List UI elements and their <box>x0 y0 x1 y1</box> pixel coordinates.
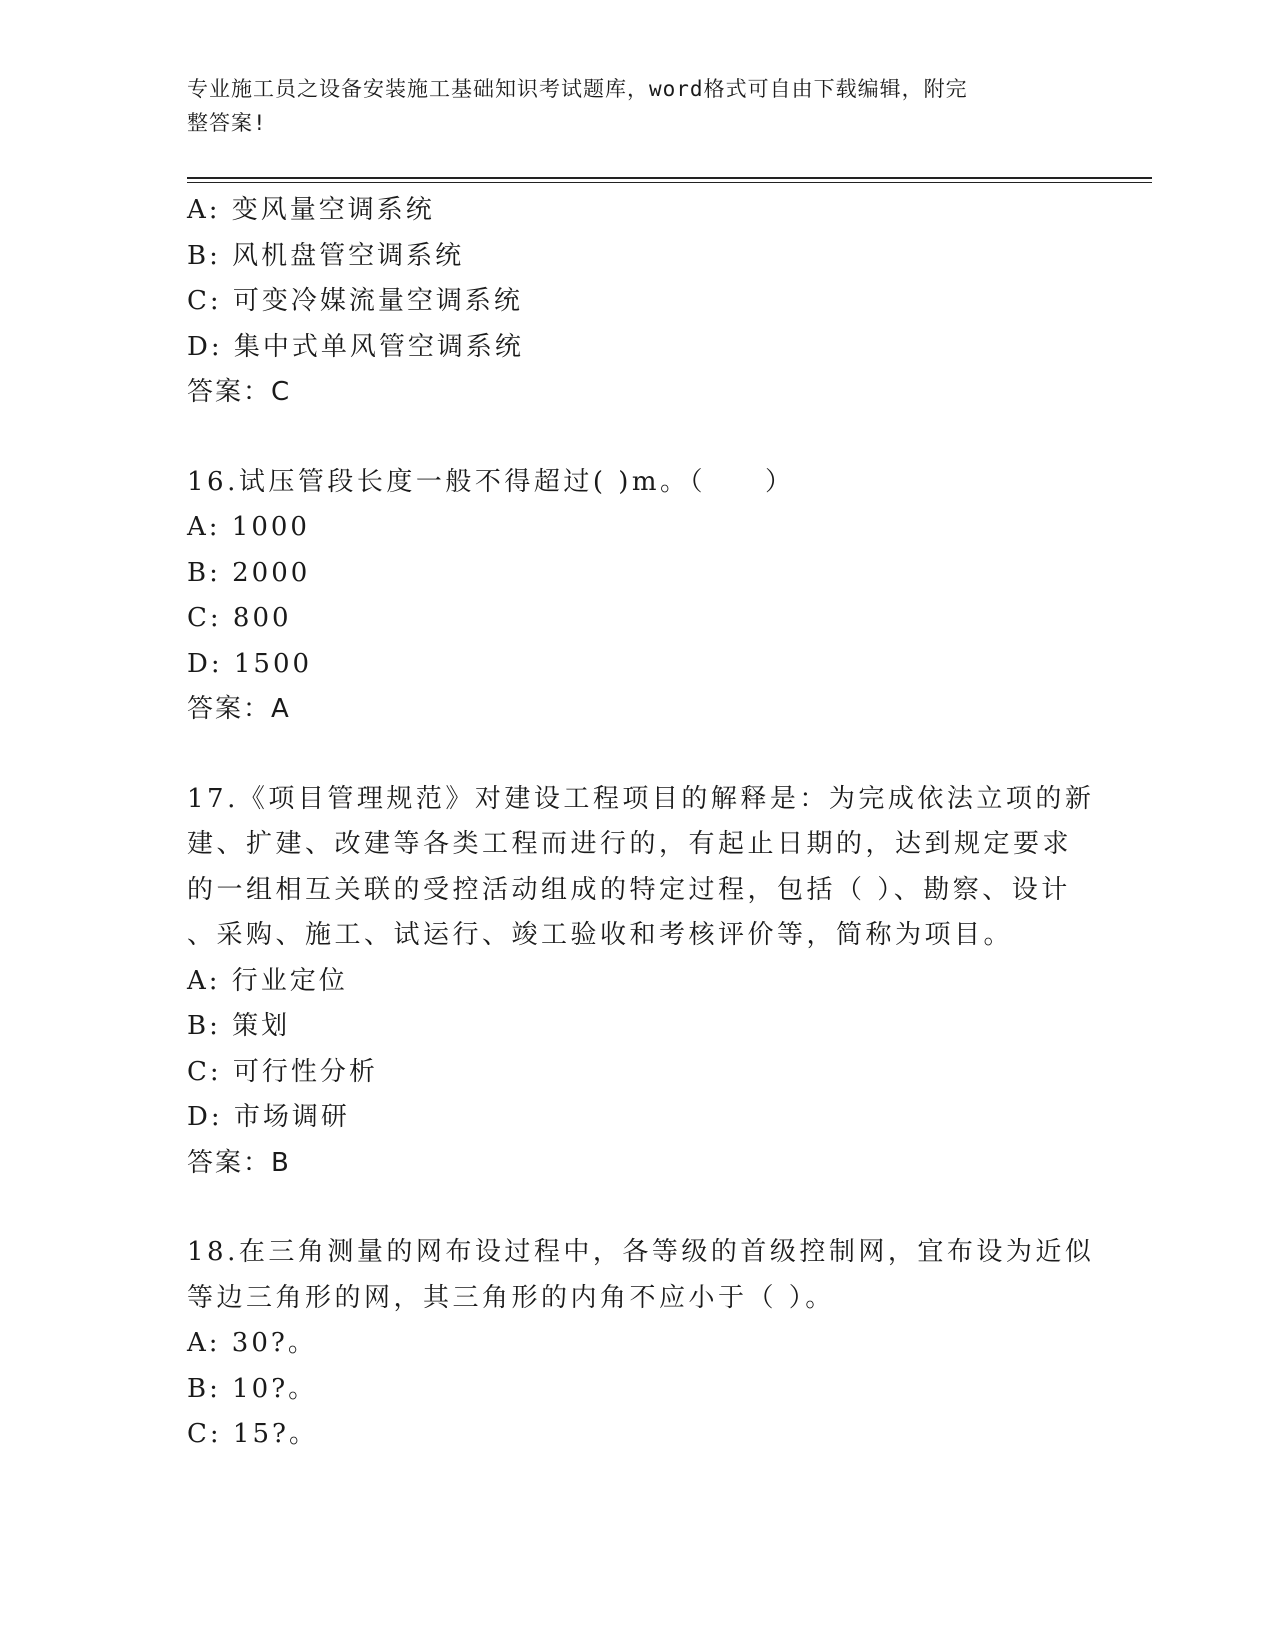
option-c: C: 可变冷媒流量空调系统 <box>187 286 523 316</box>
answer-line: 答案：C <box>187 377 292 407</box>
option-b: B: 2000 <box>187 557 311 588</box>
option-a: A: 30?。 <box>187 1328 317 1358</box>
answer-line: 答案：A <box>187 694 291 724</box>
option-d: D: 市场调研 <box>187 1102 350 1132</box>
question-stem: 16.试压管段长度一般不得超过( )m。（ ） <box>187 466 795 497</box>
option-c: C: 800 <box>187 603 292 633</box>
question-gap <box>187 1186 1067 1230</box>
header-line-1: 专业施工员之设备安装施工基础知识考试题库，word格式可自由下载编辑，附完 <box>187 77 968 101</box>
question-18 <box>187 1230 1095 1458</box>
option-a: A: 行业定位 <box>187 965 348 996</box>
header-rule-thick <box>187 177 1152 179</box>
option-a: A: 1000 <box>187 512 310 542</box>
option-b: B: 10?。 <box>187 1373 318 1404</box>
option-d: D: 1500 <box>187 648 313 679</box>
question-16 <box>187 460 1067 733</box>
option-a: A: 变风量空调系统 <box>187 195 435 225</box>
option-c: C: 15?。 <box>187 1419 318 1449</box>
answer-line: 答案：B <box>187 1147 291 1178</box>
header-rule-thin <box>187 182 1152 183</box>
option-b: B: 风机盘管空调系统 <box>187 240 465 271</box>
question-stem-line-4: 、采购、施工、试运行、竣工验收和考核评价等，简称为项目。 <box>187 920 1014 950</box>
question-list <box>187 188 1095 1458</box>
question-gap <box>187 416 1067 460</box>
question-stem-line-2: 等边三角形的网，其三角形的内角不应小于（ ）。 <box>187 1282 835 1313</box>
question-stem-line-1: 17.《项目管理规范》对建设工程项目的解释是：为完成依法立项的新 <box>187 783 1095 814</box>
question-15 <box>187 188 1067 416</box>
question-stem-line-2: 建、扩建、改建等各类工程而进行的，有起止日期的，达到规定要求 <box>187 829 1073 859</box>
question-stem-line-3: 的一组相互关联的受控活动组成的特定过程，包括（ ）、勘察、设计 <box>187 874 1071 905</box>
option-b: B: 策划 <box>187 1011 291 1041</box>
option-d: D: 集中式单风管空调系统 <box>187 331 524 362</box>
question-17 <box>187 777 1095 1187</box>
question-gap <box>187 733 1067 777</box>
header-line-2: 整答案! <box>187 111 267 135</box>
document-header <box>187 72 1057 140</box>
question-stem-line-1: 18.在三角测量的网布设过程中，各等级的首级控制网，宜布设为近似 <box>187 1237 1095 1267</box>
option-c: C: 可行性分析 <box>187 1056 378 1087</box>
